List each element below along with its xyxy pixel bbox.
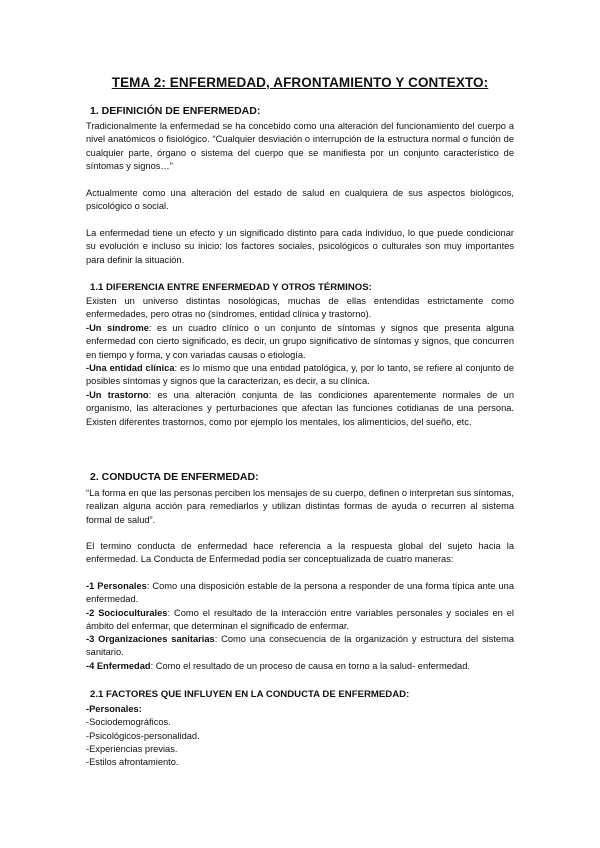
way-3-text: : Como una consecuencia de la organización y estructura del sistema sanitario.: [86, 634, 515, 658]
way-3-term: -3 Organizaciones sanitarias: [86, 634, 215, 644]
way-3-organizaciones: [86, 633, 514, 660]
way-4-text: : Como el resultado de un proceso de causa en torno a la salud- enfermedad.: [150, 661, 470, 671]
section-1-1-intro: Existen un universo distintas nosológicas, muchas de ellas entendidas estrictamente como enfermedades, pero otras no (síndromes, entidad clínica y trastorno).: [86, 296, 514, 320]
entidad-clinica-text: : es lo mismo que una entidad patológica, y, por lo tanto, se refiere al conjunto de posibles síntomas y signos que la caracterizan, es decir, a su clínica.: [86, 363, 514, 387]
section-2-heading: 2. CONDUCTA DE ENFERMEDAD:: [90, 471, 259, 483]
trastorno-term: -Un trastorno: [86, 390, 149, 400]
trastorno-definition: [86, 389, 514, 429]
way-1-personales: [86, 580, 514, 607]
sindrome-text: : es un cuadro clínico o un conjunto de síntomas y signos que presenta alguna enfermedad con cierto significado, es decir, un grupo significativo de síntomas y signos, que concurren en tiempo y forma, y con variadas causas o etiología.: [86, 323, 514, 360]
section-2-1-heading: 2.1 FACTORES QUE INFLUYEN EN LA CONDUCTA DE ENFERMEDAD:: [90, 689, 410, 700]
entidad-clinica-definition: [86, 362, 514, 389]
entidad-clinica-term: -Una entidad clínica: [86, 363, 175, 373]
sindrome-term: -Un síndrome: [86, 323, 149, 333]
way-1-text: : Como una disposición estable de la persona a responder de una forma típica ante una enfermedad.: [86, 581, 514, 605]
section-1-1-heading: 1.1 DIFERENCIA ENTRE ENFERMEDAD Y OTROS TÉRMINOS:: [90, 282, 372, 293]
trastorno-text: : es una alteración conjunta de las condiciones aparentemente normales de un organismo, las alteraciones y perturbaciones que afectan las funciones cotidianas de una persona. Existen diferentes trastornos, como por ejemplo los mentales, los alimenticios, del sueño, etc.: [86, 390, 514, 427]
section-2-paragraph: El termino conducta de enfermedad hace referencia a la respuesta global del sujeto hacia la enfermedad. La Conducta de Enfermedad podía ser conceptualizada de cuatro maneras:: [86, 541, 514, 565]
section-1-paragraph-2: Actualmente como una alteración del estado de salud en cualquiera de sus aspectos biológicos, psicológico o social.: [86, 188, 514, 212]
way-4-term: -4 Enfermedad: [86, 661, 151, 671]
factors-list: [86, 703, 514, 769]
section-1-paragraph-1: Tradicionalmente la enfermedad se ha concebido como una alteración del funcionamiento del cuerpo a nivel anatómicos o fisiológico. “Cualquier desviación o interrupción de la estructura normal o función de cualquier parte, órgano o sistema del cuerpo que se manifiesta por un conjunto característico de síntomas y signos…”: [86, 121, 514, 171]
way-1-term: -1 Personales: [86, 581, 147, 591]
way-2-text: : Como el resultado de la interacción entre variables personales y sociales en el ámbito del enfermar, que determinan el significado de enfermar.: [86, 608, 514, 632]
section-1-paragraph-3: La enfermedad tiene un efecto y un significado distinto para cada individuo, lo que puede condicionar su evolución e incluso su inicio: los factores sociales, psicológicos o culturales son muy importantes para definir la situación.: [86, 228, 514, 265]
section-2-quote: “La forma en que las personas perciben los mensajes de su cuerpo, definen o interpretan sus síntomas, realizan alguna acción para remediarlos y utilizan distintas formas de ayuda o recurren al sistema formal de salud”.: [86, 488, 514, 525]
factor-item: -Sociodemográficos.: [86, 717, 171, 728]
factor-item: -Estilos afrontamiento.: [86, 757, 179, 768]
factor-item: -Experiencias previas.: [86, 743, 178, 754]
sindrome-definition: [86, 322, 514, 362]
way-2-term: -2 Socioculturales: [86, 608, 168, 618]
way-4-enfermedad: [86, 660, 514, 673]
page-title: TEMA 2: ENFERMEDAD, AFRONTAMIENTO Y CONTEXTO:: [111, 75, 489, 90]
way-2-socioculturales: [86, 607, 514, 634]
factor-item: -Psicológicos-personalidad.: [86, 730, 200, 741]
section-1-heading: 1. DEFINICIÓN DE ENFERMEDAD:: [90, 105, 261, 117]
factors-personales-label: -Personales:: [86, 704, 142, 714]
